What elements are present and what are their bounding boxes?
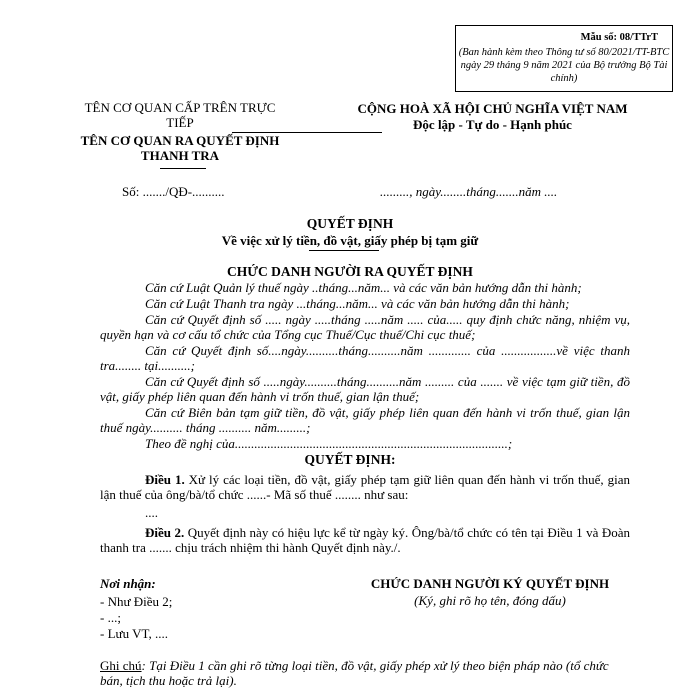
footnote [100, 658, 630, 689]
article-1-label: Điều 1. [145, 472, 185, 487]
basis-organization-decision: Căn cứ Quyết định số ..... ngày .....tháng .....năm ..... của..... quy định chức năng, nhiệm vụ, quyền hạn và cơ cấu tổ chức của Tổng cục Thuế/Cục thuế/Chi cục thuế; [100, 312, 630, 343]
form-code: Mẫu số: 08/TTrT [580, 32, 658, 43]
recipient-item: - Lưu VT, .... [100, 626, 168, 641]
recipient-item: - ...; [100, 610, 121, 625]
article-2-text: Quyết định này có hiệu lực kể từ ngày ký. Ông/bà/tổ chức có tên tại Điều 1 và Đoàn thanh tra ....... chịu trách nhiệm thi hành Quyết định này./. [100, 525, 630, 556]
national-motto: Độc lập - Tự do - Hạnh phúc [413, 117, 572, 132]
article-2 [100, 525, 630, 556]
signature-note: (Ký, ghi rõ họ tên, đóng dấu) [414, 593, 566, 608]
nation-title: CỘNG HOÀ XÃ HỘI CHỦ NGHĨA VIỆT NAM [357, 101, 628, 116]
footnote-label: Ghi chú [100, 658, 142, 673]
superior-agency: TÊN CƠ QUAN CẤP TRÊN TRỰC TIẾP [84, 100, 276, 130]
decision-heading: QUYẾT ĐỊNH: [304, 452, 396, 467]
basis-seizure-record: Căn cứ Biên bản tạm giữ tiền, đồ vật, giấy phép liên quan đến hành vi trốn thuế, gian lận thuế ngày.......... tháng .......... năm.........; [100, 405, 630, 436]
article-1-text: Xử lý các loại tiền, đồ vật, giấy phép tạm giữ liên quan đến hành vi trốn thuế, gian lận thuế của ông/bà/tổ chức ......- Mã số thuế ........ như sau: [100, 472, 631, 503]
form-issuance-note: (Ban hành kèm theo Thông tư số 80/2021/TT-BTC ngày 29 tháng 9 năm 2021 của Bộ trưởng Bộ Tài chính) [458, 47, 670, 84]
decision-title: QUYẾT ĐỊNH [306, 216, 394, 231]
basis-inspection-decision: Căn cứ Quyết định số....ngày..........tháng..........năm ............. của .................về việc thanh tra........ tại..........; [100, 343, 630, 374]
motto-underline [232, 132, 382, 133]
date-line: ........., ngày........tháng.......năm .... [380, 184, 558, 199]
basis-tax-law: Căn cứ Luật Quản lý thuế ngày ..tháng...năm... và các văn bản hướng dẫn thi hành; [145, 280, 582, 295]
form-code-box [455, 25, 673, 92]
document-number: Số: ......./QĐ-.......... [122, 184, 225, 199]
article-1-dots: .... [145, 505, 158, 520]
subject-underline [309, 250, 379, 251]
basis-proposal: Theo đề nghị của....................................................................................; [145, 436, 513, 451]
issuing-agency-underline [160, 168, 206, 169]
recipient-item: - Như Điều 2; [100, 594, 173, 609]
recipients-label: Nơi nhận: [100, 576, 156, 591]
basis-inspection-law: Căn cứ Luật Thanh tra ngày ...tháng...năm... và các văn bản hướng dẫn thi hành; [145, 296, 570, 311]
article-2-label: Điều 2. [145, 525, 185, 540]
authority-title: CHỨC DANH NGƯỜI RA QUYẾT ĐỊNH [227, 264, 473, 279]
basis-seizure-decision: Căn cứ Quyết định số .....ngày..........tháng..........năm ......... của ....... về việc tạm giữ tiền, đồ vật, giấy phép liên quan đến hành vi trốn thuế, gian lận thuế; [100, 374, 630, 405]
decision-subject: Về việc xử lý tiền, đồ vật, giấy phép bị tạm giữ [221, 233, 479, 248]
article-1 [100, 472, 630, 503]
issuing-agency: TÊN CƠ QUAN RA QUYẾT ĐỊNH THANH TRA [80, 133, 280, 163]
footnote-text: : Tại Điều 1 cần ghi rõ từng loại tiền, đồ vật, giấy phép xử lý theo biện pháp nào (tổ chức bán, tịch thu hoặc trả lại). [100, 658, 609, 689]
signer-title: CHỨC DANH NGƯỜI KÝ QUYẾT ĐỊNH [370, 576, 610, 591]
